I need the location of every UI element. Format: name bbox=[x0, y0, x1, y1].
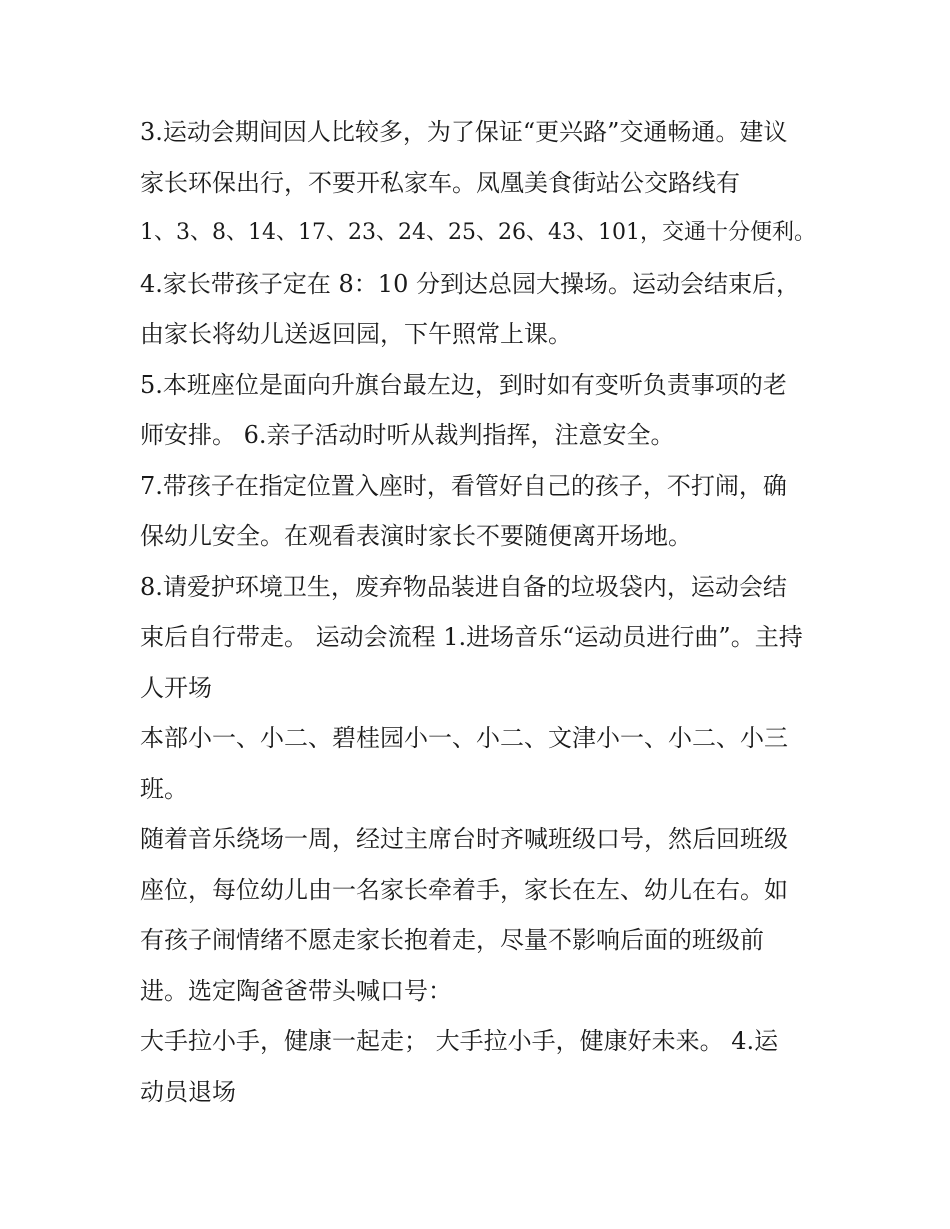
text-line: 7.带孩子在指定位置入座时，看管好自己的孩子，不打闹，确 bbox=[140, 471, 787, 500]
text-line: 师安排。 6.亲子活动时听从裁判指挥，注意安全。 bbox=[140, 421, 675, 449]
text-line: 8.请爱护环境卫生，废弃物品装进自备的垃圾袋内，运动会结 bbox=[140, 572, 787, 601]
text-line: 人开场 bbox=[140, 673, 212, 702]
text-line: 大手拉小手，健康一起走； 大手拉小手，健康好未来。 4.运 bbox=[140, 1027, 779, 1055]
text-line: 由家长将幼儿送返回园，下午照常上课。 bbox=[140, 320, 572, 348]
text-line: 4.家长带孩子定在 8：10 分到达总园大操场。运动会结束后， bbox=[140, 269, 800, 298]
body-text bbox=[140, 107, 830, 1117]
text-line: 束后自行带走。 运动会流程 1.进场音乐“运动员进行曲”。主持 bbox=[140, 623, 803, 651]
text-line: 5.本班座位是面向升旗台最左边，到时如有变听负责事项的老 bbox=[140, 370, 787, 399]
text-line: 进。选定陶爸爸带头喊口号： bbox=[140, 976, 452, 1005]
text-line: 随着音乐绕场一周，经过主席台时齐喊班级口号，然后回班级 bbox=[140, 825, 788, 853]
text-line: 保幼儿安全。在观看表演时家长不要随便离开场地。 bbox=[140, 522, 692, 550]
text-line: 3.运动会期间因人比较多，为了保证“更兴路”交通畅通。建议 bbox=[140, 118, 788, 146]
text-line: 班。 bbox=[140, 774, 188, 803]
text-line: 有孩子闹情绪不愿走家长抱着走，尽量不影响后面的班级前 bbox=[140, 926, 764, 954]
text-line: 动员退场 bbox=[140, 1077, 236, 1106]
text-line: 座位，每位幼儿由一名家长牵着手，家长在左、幼儿在右。如 bbox=[140, 875, 788, 904]
text-line: 家长环保出行，不要开私家车。凤凰美食街站公交路线有 bbox=[140, 168, 740, 197]
text-line: 本部小一、小二、碧桂园小一、小二、文津小一、小二、小三 bbox=[140, 724, 788, 752]
text-line: 1、3、8、14、17、23、24、25、26、43、101，交通十分便利。 bbox=[140, 220, 816, 245]
